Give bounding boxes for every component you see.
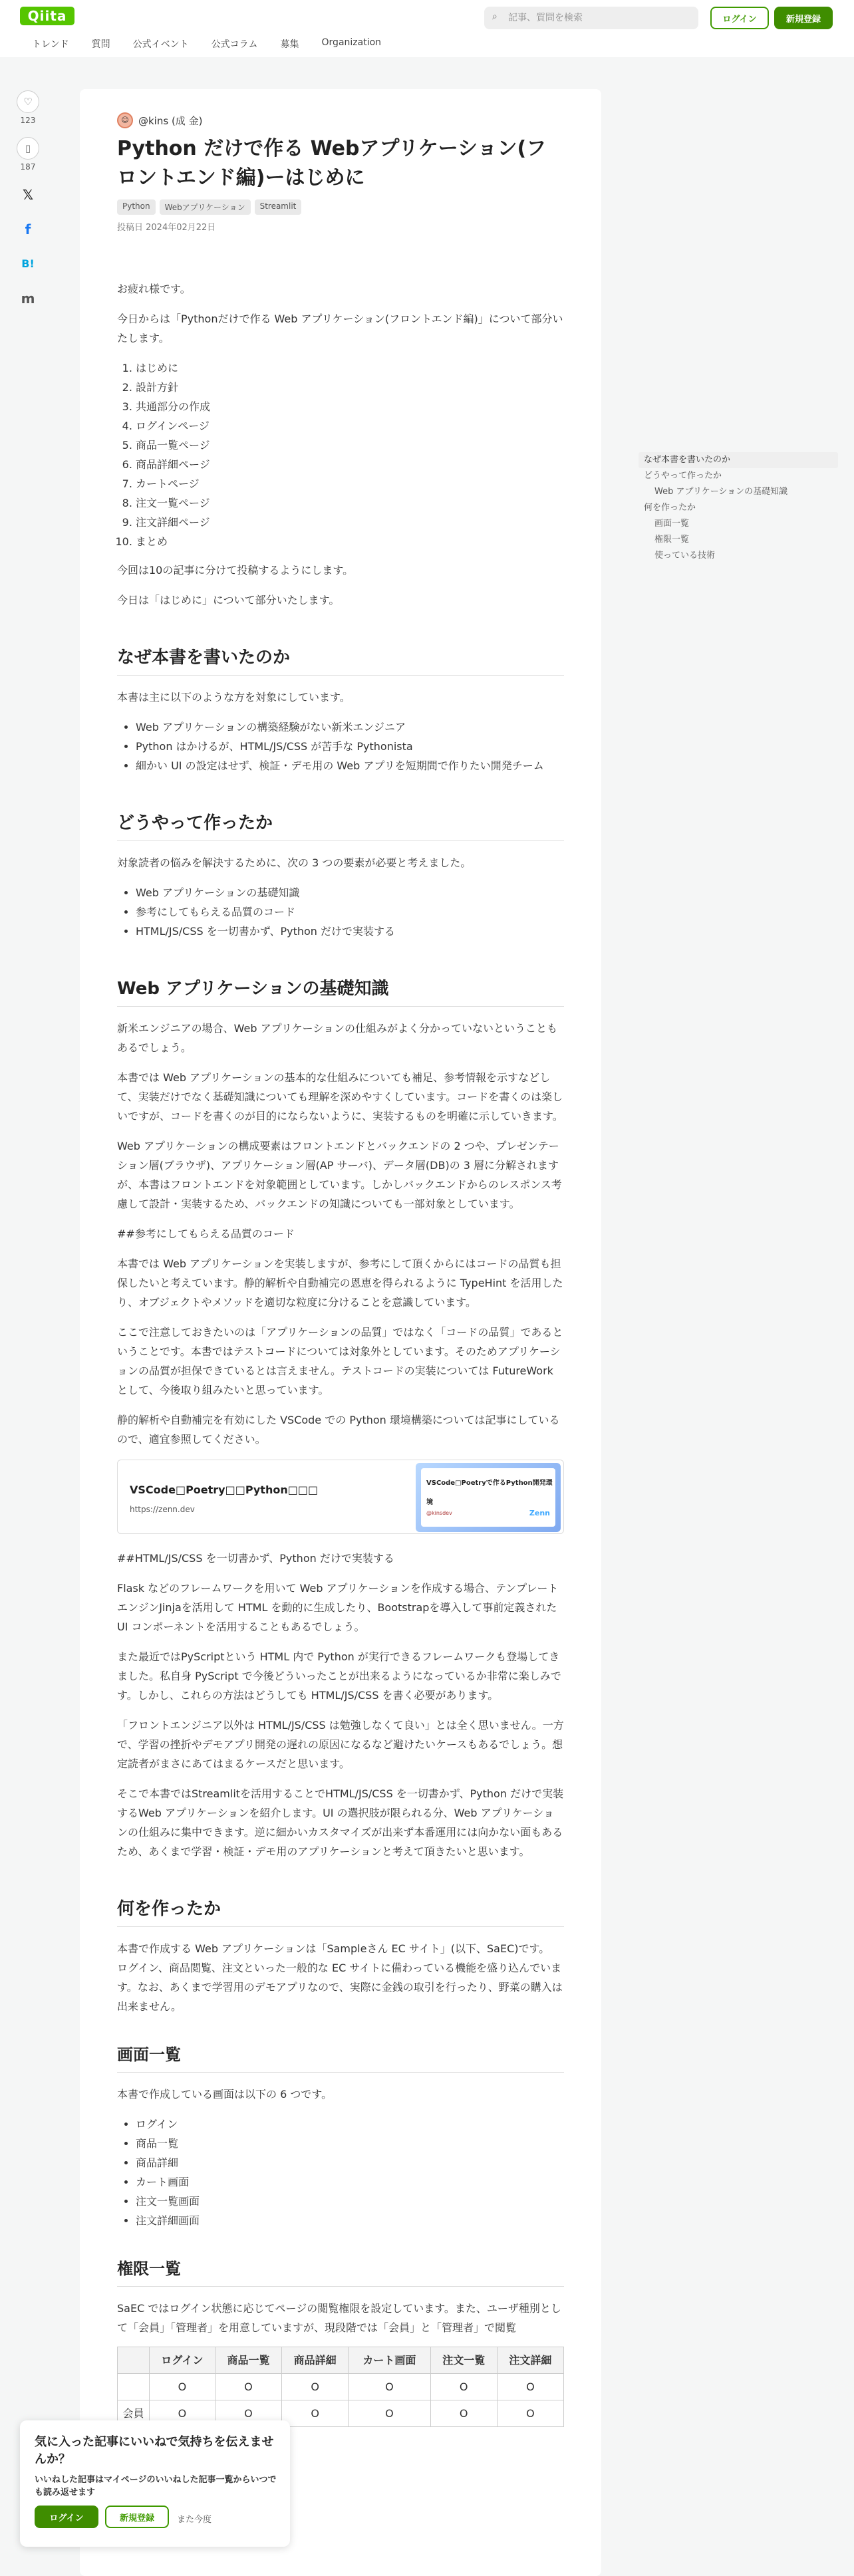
- paragraph: 新米エンジニアの場合、Web アプリケーションの仕組みがよく分かっていないということもあるでしょう。: [117, 1022, 557, 1054]
- screens-list: [136, 2115, 564, 2230]
- paragraph: ##HTML/JS/CSS を一切書かず、Python だけで実装する: [117, 1552, 394, 1565]
- list-item: • 注文詳細画面: [136, 2211, 564, 2230]
- nav-trend[interactable]: トレンド: [32, 39, 69, 50]
- table-cell: O: [497, 2400, 563, 2427]
- hatena-share-icon[interactable]: B!: [21, 257, 35, 270]
- list-item: 9. 注文詳細ページ: [136, 513, 564, 532]
- list-item: • カート画面: [136, 2172, 564, 2192]
- list-item: 6. 商品詳細ページ: [136, 455, 564, 474]
- nav-recruit[interactable]: 募集: [280, 39, 299, 50]
- paragraph: Web アプリケーションの構成要素はフロントエンドとバックエンドの 2 つや、プレゼンテーション層(ブラウザ)、アプリケーション層(AP サーバ)、データ層(DB)の 3 層に分解されますが、本書はフロントエンドを対象範囲としています。しかしバックエンドからのレスポンス考慮して設計・実装するため、バックエンドの知識についても一部対象としています。: [117, 1140, 562, 1210]
- list-item: • 商品詳細: [136, 2153, 564, 2172]
- paragraph: 今日は「はじめに」について部分いたします。: [117, 594, 340, 606]
- table-header-cell: 商品詳細: [282, 2347, 349, 2374]
- toc-item[interactable]: どうやって作ったか: [644, 471, 722, 481]
- search-box[interactable]: [484, 7, 698, 29]
- paragraph: また最近ではPyScriptという HTML 内で Python が実行できるフレームワークも登場してきました。私自身 PyScript で今後どういったことが出来るようになっているか非常に楽しみです。しかし、これらの方法はどうしても HTML/JS/CSS を書く必要があります。: [117, 1650, 561, 1702]
- thumbnail-title: VSCode□Poetryで作るPython開発環境: [426, 1480, 553, 1506]
- list-item: • Web アプリケーションの構築経験がない新米エンジニア: [136, 717, 564, 737]
- stock-icon[interactable]: ▯: [17, 137, 39, 160]
- popup-later-link[interactable]: また今度: [177, 2515, 212, 2525]
- global-header: [0, 0, 854, 57]
- popup-description: いいねした記事はマイページのいいねした記事一覧からいつでも読み返せます: [35, 2475, 277, 2498]
- list-item: • 商品一覧: [136, 2134, 564, 2153]
- toc-item[interactable]: 何を作ったか: [644, 503, 696, 513]
- nav-events[interactable]: 公式イベント: [132, 39, 189, 50]
- stock-count: 187: [20, 162, 36, 172]
- table-header-cell: [118, 2347, 150, 2374]
- link-card-thumbnail: [416, 1463, 561, 1532]
- heading-how: どうやって作ったか: [117, 811, 564, 841]
- heading-basic: Web アプリケーションの基礎知識: [117, 977, 564, 1007]
- permission-table: [117, 2347, 564, 2427]
- article-body: [117, 279, 564, 2427]
- popup-login-button[interactable]: ログイン: [35, 2506, 98, 2528]
- popup-signup-button[interactable]: 新規登録: [105, 2506, 169, 2528]
- list-item: 7. カートページ: [136, 474, 564, 493]
- toc-item[interactable]: 使っている技術: [654, 551, 716, 561]
- header-login-button[interactable]: ログイン: [710, 7, 769, 29]
- table-cell: O: [215, 2400, 281, 2427]
- toc-item[interactable]: 画面一覧: [654, 519, 690, 529]
- table-row: [118, 2374, 564, 2400]
- link-card[interactable]: [117, 1460, 564, 1534]
- paragraph: 今日からは「Pythonだけで作る Web アプリケーション(フロントエンド編)」について部分いたします。: [117, 313, 563, 344]
- facebook-share-icon[interactable]: f: [25, 221, 31, 237]
- list-item: • 参考にしてもらえる品質のコード: [136, 902, 564, 922]
- header-nav: [32, 37, 381, 51]
- paragraph: お疲れ様です。: [117, 283, 191, 295]
- paragraph: SaEC ではログイン状態に応じてページの閲覧権限を設定しています。また、ユーザ種別として「会員」「管理者」を用意していますが、現段階では「会員」と「管理者」で閲覧: [117, 2302, 561, 2334]
- list-item: • ログイン: [136, 2115, 564, 2134]
- target-list: [136, 717, 564, 775]
- table-cell: O: [349, 2400, 430, 2427]
- paragraph: ##参考にしてもらえる品質のコード: [117, 1227, 295, 1240]
- paragraph: 静的解析や自動補完を有効にした VSCode での Python 環境構築については記事にしているので、適宜参照してください。: [117, 1414, 560, 1446]
- like-icon[interactable]: ♡: [17, 90, 39, 113]
- author-name[interactable]: @kins (成 金): [138, 114, 203, 127]
- x-share-icon[interactable]: 𝕏: [22, 187, 34, 203]
- list-item: • Web アプリケーションの基礎知識: [136, 883, 564, 902]
- table-cell: O: [215, 2374, 281, 2400]
- share-column: [15, 90, 41, 322]
- table-cell: [118, 2374, 150, 2400]
- nav-organization[interactable]: Organization: [321, 37, 382, 48]
- paragraph: Flask などのフレームワークを用いて Web アプリケーションを作成する場合、テンプレートエンジンJinjaを活用して HTML を動的に生成したり、Bootstrapを導入して事前定義された UI コンポーネントを活用することもあるでしょう。: [117, 1582, 559, 1633]
- heading-why: なぜ本書を書いたのか: [117, 646, 564, 676]
- table-cell: 会員: [118, 2400, 150, 2427]
- list-item: 1. はじめに: [136, 358, 564, 378]
- table-of-contents: [639, 452, 838, 564]
- avatar[interactable]: ☺: [117, 112, 133, 128]
- paragraph: 本書は主に以下のような方を対象にしています。: [117, 691, 351, 704]
- list-item: 5. 商品一覧ページ: [136, 436, 564, 455]
- author-info[interactable]: [117, 110, 564, 130]
- list-item: • 細かい UI の設定はせず、検証・デモ用の Web アプリを短期間で作りたい開発チーム: [136, 756, 564, 775]
- elements-list: [136, 883, 564, 941]
- table-cell: O: [149, 2400, 215, 2427]
- zenn-logo: Zenn: [529, 1509, 550, 1517]
- list-item: • 注文一覧画面: [136, 2192, 564, 2211]
- nav-columns[interactable]: 公式コラム: [211, 39, 258, 50]
- paragraph: 本書では Web アプリケーションの基本的な仕組みについても補足、参考情報を示すなどして、実装だけでなく基礎知識についても理解を深めやすくしています。コードを書くのは楽しいですが、コードを書くのが目的にならないように、実装するものを明確に示していきます。: [117, 1071, 563, 1122]
- heading-what: 何を作ったか: [117, 1897, 564, 1927]
- series-list: [136, 358, 564, 551]
- heading-screens: 画面一覧: [117, 2043, 564, 2073]
- heading-permissions: 権限一覧: [117, 2257, 564, 2287]
- article-title: Python だけで作る Webアプリケーション(フロントエンド編)ーはじめに: [117, 137, 547, 190]
- qiita-logo[interactable]: Qiita: [20, 7, 74, 25]
- thumbnail-author: @kinsdev: [426, 1510, 452, 1516]
- list-item: 2. 設計方針: [136, 378, 564, 397]
- paragraph: 本書で作成している画面は以下の 6 つです。: [117, 2088, 333, 2101]
- header-signup-button[interactable]: 新規登録: [774, 7, 833, 29]
- paragraph: ログイン、商品閲覧、注文といった一般的な EC サイトに備わっている機能を盛り込んでいます。なお、あくまで学習用のデモアプリなので、実際に金銭の取引を行ったり、野菜の購入は出来ません。: [117, 1962, 563, 2013]
- paragraph: 「フロントエンジニア以外は HTML/JS/CSS は勉強しなくて良い」とは全く思いません。一方で、学習の挫折やデモアプリ開発の遅れの原因になるなど避けたいケースもあるでしょう。想定読者がまさにあてはまるケースだと思います。: [117, 1719, 564, 1770]
- popup-title: 気に入った記事にいいねで気持ちを伝えませんか？: [35, 2435, 274, 2466]
- link-card-title: VSCode□Poetry□□Python□□□: [130, 1483, 319, 1496]
- list-item: 3. 共通部分の作成: [136, 397, 564, 416]
- search-icon: ⌕: [492, 11, 498, 22]
- like-prompt-popup: [20, 2420, 290, 2547]
- table-header-cell: カート画面: [349, 2347, 430, 2374]
- paragraph: 今回は10の記事に分けて投稿するようにします。: [117, 564, 354, 577]
- list-item: 8. 注文一覧ページ: [136, 493, 564, 513]
- paragraph: 本書で作成する Web アプリケーションは「Sampleさん EC サイト」(以下、SaEC)です。: [117, 1942, 550, 1955]
- table-cell: O: [430, 2400, 497, 2427]
- table-cell: O: [149, 2374, 215, 2400]
- tag-streamlit[interactable]: Streamlit: [255, 199, 302, 215]
- paragraph: そこで本書ではStreamlitを活用することでHTML/JS/CSS を一切書かず、Python だけで実装するWeb アプリケーションを紹介します。UI の選択肢が限られる分、Web アプリケーションの仕組みに集中できます。逆に細かいカスタマイズが出来ず本番運用には向かない面もあるため、あくまで学習・検証・デモ用のアプリケーションと考えて頂きたいと思います。: [117, 1787, 564, 1858]
- table-cell: O: [282, 2400, 349, 2427]
- paragraph: 本書では Web アプリケーションを実装しますが、参考にして頂くからにはコードの品質も担保したいと考えています。静的解析や自動補完の恩恵を得られるように TypeHint を活用したり、オブジェクトやメソッドを適切な粒度に分けることを意識しています。: [117, 1257, 563, 1309]
- table-header-row: [118, 2347, 564, 2374]
- toc-item[interactable]: Web アプリケーションの基礎知識: [654, 487, 788, 497]
- list-item: • Python はかけるが、HTML/JS/CSS が苦手な Pythonista: [136, 737, 564, 756]
- misskey-share-icon[interactable]: m: [21, 291, 35, 307]
- tag-list: [117, 199, 564, 215]
- list-item: 4. ログインページ: [136, 416, 564, 436]
- article-card: [80, 89, 601, 2576]
- table-cell: O: [497, 2374, 563, 2400]
- toc-item[interactable]: なぜ本書を書いたのか: [639, 452, 838, 468]
- table-cell: O: [430, 2374, 497, 2400]
- link-card-url: https://zenn.dev: [130, 1505, 195, 1514]
- table-header-cell: 注文詳細: [497, 2347, 563, 2374]
- tag-python[interactable]: Python: [117, 199, 156, 215]
- table-header-cell: 商品一覧: [215, 2347, 281, 2374]
- table-header-cell: 注文一覧: [430, 2347, 497, 2374]
- like-count: 123: [20, 116, 36, 125]
- list-item: 10. まとめ: [136, 532, 564, 551]
- table-header-cell: ログイン: [149, 2347, 215, 2374]
- paragraph: ここで注意しておきたいのは「アプリケーションの品質」ではなく「コードの品質」であるということです。本書ではテストコードについては対象外としています。そのためアプリケーションの品質が担保できているとは言えません。テストコードの実装については FutureWork として、今後取り組みたいと思っています。: [117, 1326, 563, 1396]
- table-cell: O: [282, 2374, 349, 2400]
- list-item: • HTML/JS/CSS を一切書かず、Python だけで実装する: [136, 922, 564, 941]
- post-date: 投稿日 2024年02月22日: [117, 223, 216, 233]
- paragraph: 対象読者の悩みを解決するために、次の 3 つの要素が必要と考えました。: [117, 856, 472, 869]
- tag-webapp[interactable]: Webアプリケーション: [160, 199, 251, 215]
- table-cell: O: [349, 2374, 430, 2400]
- search-input[interactable]: [508, 7, 694, 29]
- toc-item[interactable]: 権限一覧: [654, 535, 690, 545]
- nav-questions[interactable]: 質問: [91, 39, 110, 50]
